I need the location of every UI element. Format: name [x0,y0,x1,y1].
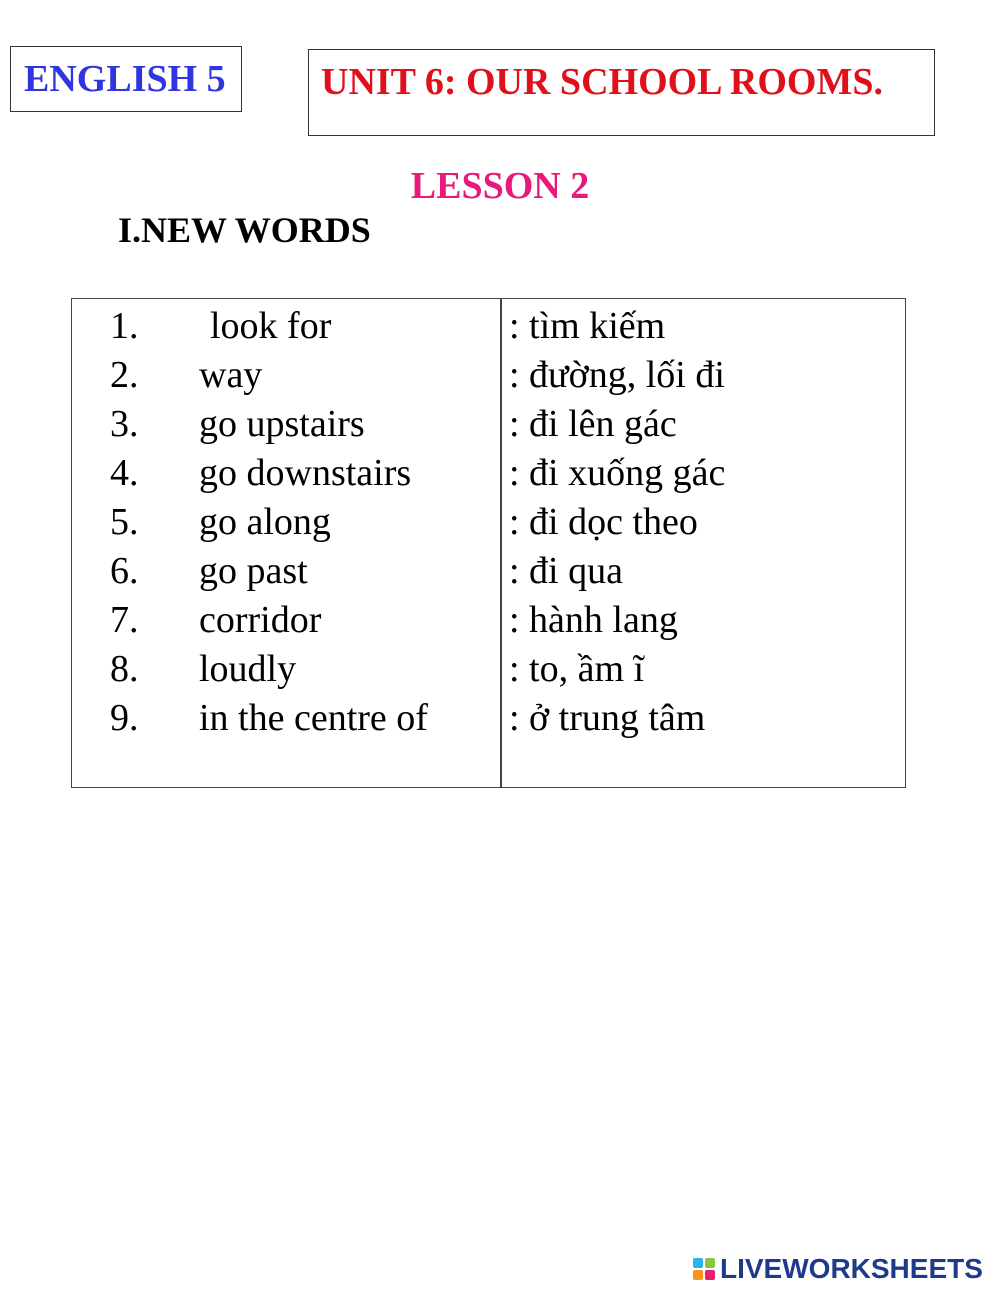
vocab-word: go past [199,550,308,592]
vocab-number: 8. [110,648,139,690]
vocab-number: 4. [110,452,139,494]
vocab-word: go along [199,501,331,543]
vocab-meaning: : hành lang [509,599,678,641]
vocab-row [72,645,905,694]
vocab-row [72,400,905,449]
vocab-word: in the centre of [199,697,428,739]
vocab-meaning: : đi xuống gác [509,452,726,494]
unit-title-box [308,49,935,136]
subject-label: ENGLISH 5 [24,58,226,100]
vocab-number: 2. [110,354,139,396]
logo-square-2 [705,1258,715,1268]
subject-box [10,46,242,112]
vocab-number: 7. [110,599,139,641]
liveworksheets-icon [693,1258,715,1280]
vocab-word: look for [210,305,332,347]
vocab-meaning: : ở trung tâm [509,697,706,739]
vocab-word: go upstairs [199,403,365,445]
section-title: I.NEW WORDS [118,210,371,250]
vocab-row [72,449,905,498]
vocab-row [72,547,905,596]
vocab-meaning: : đi qua [509,550,623,592]
vocab-row [72,351,905,400]
vocab-row [72,498,905,547]
unit-title: UNIT 6: OUR SCHOOL ROOMS. [321,61,883,103]
vocab-row [72,302,905,351]
logo-square-4 [705,1270,715,1280]
logo-text: LIVEWORKSHEETS [720,1253,983,1284]
vocab-number: 3. [110,403,139,445]
vocab-number: 9. [110,697,139,739]
vocab-meaning: : đường, lối đi [509,354,725,396]
vocab-row [72,596,905,645]
vocab-number: 1. [110,305,139,347]
vocab-word: loudly [199,648,297,690]
logo-square-3 [693,1270,703,1280]
vocab-meaning: : đi lên gác [509,403,677,445]
vocab-meaning: : tìm kiếm [509,305,666,347]
vocab-word: corridor [199,599,322,641]
vocab-number: 6. [110,550,139,592]
vocab-row [72,694,905,743]
logo-square-1 [693,1258,703,1268]
vocab-number: 5. [110,501,139,543]
liveworksheets-logo[interactable] [693,1254,983,1284]
lesson-title: LESSON 2 [410,165,590,207]
vocab-meaning: : to, ầm ĩ [509,648,645,690]
vocab-meaning: : đi dọc theo [509,501,698,543]
vocab-word: way [199,354,263,396]
vocab-word: go downstairs [199,452,412,494]
vocabulary-table [71,298,906,788]
